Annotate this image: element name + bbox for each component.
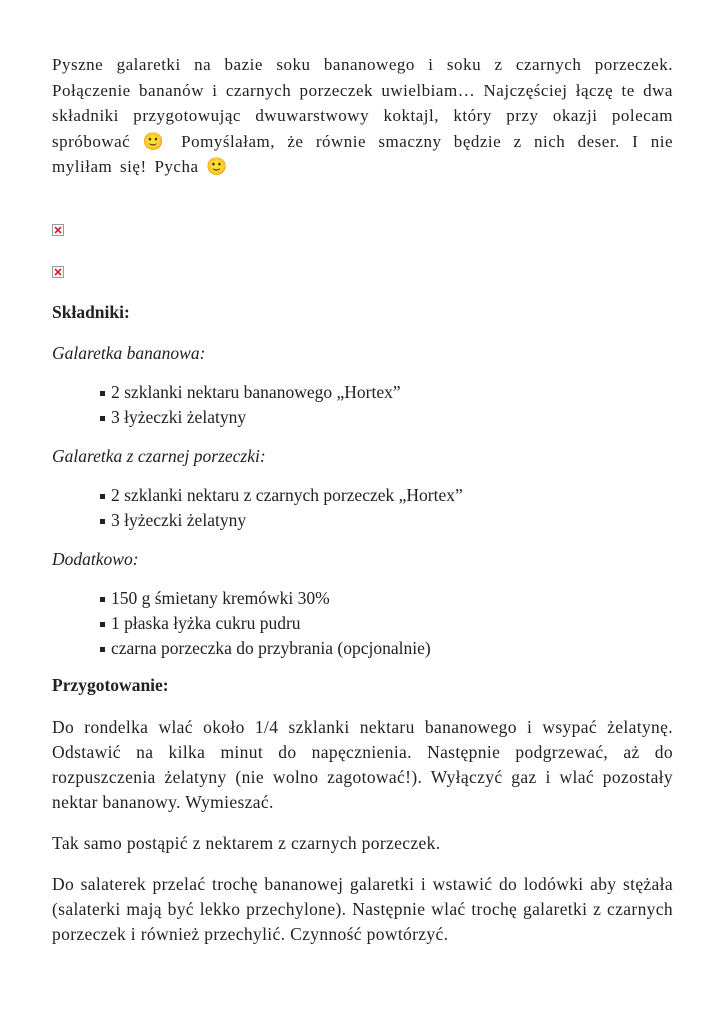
list-item: 3 łyżeczki żelatyny: [99, 405, 673, 430]
broken-image-icon: [52, 266, 64, 278]
banana-jelly-title: Galaretka bananowa:: [52, 342, 206, 363]
broken-image-icon: [52, 224, 64, 236]
spacer: [52, 856, 673, 872]
article: [52, 52, 673, 947]
preparation-step: Tak samo postąpić z nektarem z czarnych porzeczek.: [52, 832, 441, 853]
spacer: [52, 236, 673, 266]
extras-ingredient-list: [52, 586, 673, 661]
list-item: czarna porzeczka do przybrania (opcjonalnie): [99, 636, 673, 661]
spacer: [52, 533, 673, 548]
currant-jelly-title: Galaretka z czarnej porzeczki:: [52, 445, 266, 466]
list-item: 3 łyżeczki żelatyny: [99, 508, 673, 533]
preparation-step: Do rondelka wlać około 1/4 szklanki nektaru bananowego i wsypać żelatynę. Odstawić na kilka minut do napęcznienia. Następnie podgrzewać, aż do rozpuszczenia żelatyny (nie wolno zagotować!). Wyłączyć gaz i wlać pozostały nektar bananowy. Wymieszać.: [52, 716, 673, 812]
list-item: 2 szklanki nektaru z czarnych porzeczek „Hortex”: [99, 483, 673, 508]
preparation-heading: Przygotowanie:: [52, 674, 169, 695]
spacer: [52, 180, 673, 224]
list-item: 1 płaska łyżka cukru pudru: [99, 611, 673, 636]
banana-ingredient-list: [52, 380, 673, 430]
spacer: [52, 696, 673, 715]
spacer: [52, 815, 673, 831]
spacer: [52, 323, 673, 342]
intro-paragraph: Pyszne galaretki na bazie soku bananowego i soku z czarnych porzeczek. Połączenie bananów i czarnych porzeczek uwielbiam… Najczęściej łączę te dwa składniki przygotowując dwuwarstwowy koktajl, który przy okazji polecam spróbować 🙂 Pomyślałam, że równie smaczny będzie z nich deser. I nie myliłam się! Pycha 🙂: [52, 55, 673, 177]
extras-title: Dodatkowo:: [52, 548, 139, 569]
spacer: [52, 570, 673, 586]
list-item: 150 g śmietany kremówki 30%: [99, 586, 673, 611]
list-item: 2 szklanki nektaru bananowego „Hortex”: [99, 380, 673, 405]
ingredients-heading: Składniki:: [52, 301, 130, 322]
spacer: [52, 278, 673, 301]
spacer: [52, 661, 673, 674]
preparation-step: Do salaterek przelać trochę bananowej galaretki i wstawić do lodówki aby stężała (salaterki mają być lekko przechylone). Następnie wlać trochę galaretki z czarnych porzeczek i również przechylić. Czynność powtórzyć.: [52, 873, 673, 944]
currant-ingredient-list: [52, 483, 673, 533]
spacer: [52, 364, 673, 380]
spacer: [52, 467, 673, 483]
spacer: [52, 430, 673, 445]
